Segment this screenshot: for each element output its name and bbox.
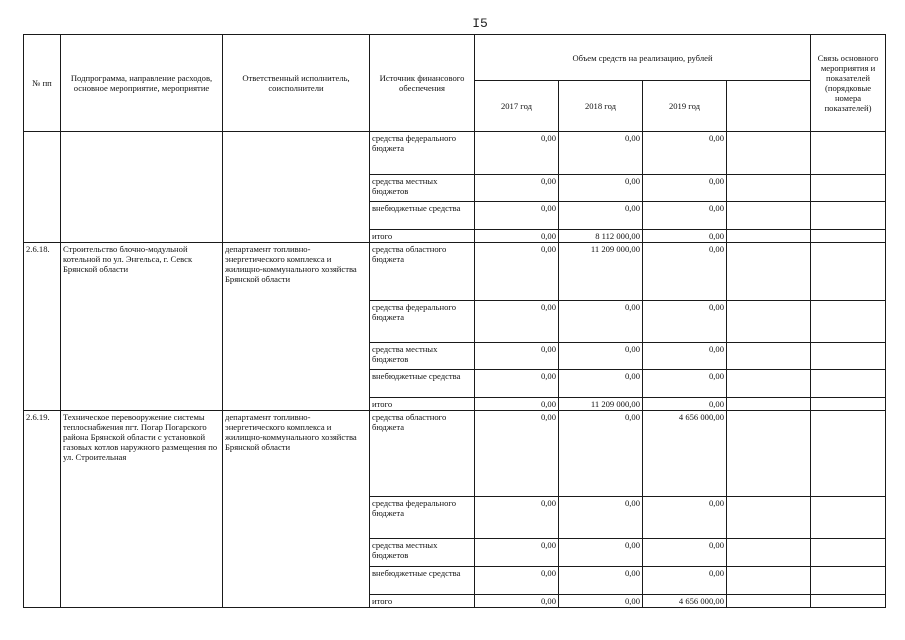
cell-2017: 0,00	[475, 343, 559, 370]
cell-source: средства областного бюджета	[370, 411, 475, 497]
cell-link	[811, 595, 886, 608]
cell-name: Техническое перевооружение системы теплоснабжения пгт. Погар Погарского района Брянской области с установкой газовых котлов наружного размещения по ул. Строительная	[61, 411, 223, 608]
cell-name	[61, 132, 223, 243]
cell-link	[811, 411, 886, 497]
cell-source: средства местных бюджетов	[370, 175, 475, 202]
header-executor: Ответственный исполнитель, соисполнители	[223, 35, 370, 132]
cell-2018: 0,00	[559, 411, 643, 497]
cell-empty	[727, 343, 811, 370]
cell-empty	[727, 243, 811, 301]
cell-2018: 0,00	[559, 370, 643, 398]
cell-2019: 0,00	[643, 398, 727, 411]
cell-2018: 0,00	[559, 595, 643, 608]
cell-2019: 0,00	[643, 539, 727, 567]
cell-2017: 0,00	[475, 301, 559, 343]
cell-2019: 0,00	[643, 175, 727, 202]
cell-link	[811, 567, 886, 595]
header-source: Источник финансового обеспечения	[370, 35, 475, 132]
cell-2019: 4 656 000,00	[643, 411, 727, 497]
cell-2017: 0,00	[475, 230, 559, 243]
cell-empty	[727, 595, 811, 608]
cell-no	[24, 132, 61, 243]
cell-empty	[727, 132, 811, 175]
cell-2018: 0,00	[559, 175, 643, 202]
cell-source: внебюджетные средства	[370, 567, 475, 595]
header-year-2019: 2019 год	[643, 81, 727, 132]
cell-empty	[727, 398, 811, 411]
cell-source: внебюджетные средства	[370, 370, 475, 398]
cell-2018: 0,00	[559, 567, 643, 595]
budget-table	[23, 34, 886, 608]
cell-2018: 11 209 000,00	[559, 398, 643, 411]
cell-empty	[727, 230, 811, 243]
cell-source: средства федерального бюджета	[370, 301, 475, 343]
cell-2018: 0,00	[559, 202, 643, 230]
cell-link	[811, 175, 886, 202]
cell-executor: департамент топливно-энергетического комплекса и жилищно-коммунального хозяйства Брянской области	[223, 243, 370, 411]
header-year-empty	[727, 81, 811, 132]
cell-2019: 0,00	[643, 497, 727, 539]
header-link: Связь основного мероприятия и показателей (порядковые номера показателей)	[811, 35, 886, 132]
cell-name: Строительство блочно-модульной котельной по ул. Энгельса, г. Севск Брянской области	[61, 243, 223, 411]
cell-empty	[727, 202, 811, 230]
cell-empty	[727, 175, 811, 202]
cell-executor: департамент топливно-энергетического комплекса и жилищно-коммунального хозяйства Брянской области	[223, 411, 370, 608]
table-row	[24, 411, 886, 497]
cell-link	[811, 497, 886, 539]
cell-source: итого	[370, 398, 475, 411]
cell-2017: 0,00	[475, 539, 559, 567]
cell-2019: 0,00	[643, 243, 727, 301]
cell-2017: 0,00	[475, 497, 559, 539]
cell-empty	[727, 411, 811, 497]
cell-link	[811, 301, 886, 343]
cell-source: средства областного бюджета	[370, 243, 475, 301]
cell-2018: 11 209 000,00	[559, 243, 643, 301]
cell-source: средства федерального бюджета	[370, 132, 475, 175]
cell-no: 2.6.19.	[24, 411, 61, 608]
cell-link	[811, 539, 886, 567]
header-year-2018: 2018 год	[559, 81, 643, 132]
table-row	[24, 132, 886, 175]
cell-2019: 0,00	[643, 567, 727, 595]
header-year-2017: 2017 год	[475, 81, 559, 132]
page-number: I5	[472, 16, 488, 31]
cell-2018: 0,00	[559, 301, 643, 343]
cell-source: средства местных бюджетов	[370, 539, 475, 567]
cell-2017: 0,00	[475, 243, 559, 301]
cell-2018: 0,00	[559, 343, 643, 370]
cell-executor	[223, 132, 370, 243]
cell-empty	[727, 497, 811, 539]
cell-source: итого	[370, 230, 475, 243]
cell-2019: 0,00	[643, 370, 727, 398]
cell-link	[811, 343, 886, 370]
cell-source: внебюджетные средства	[370, 202, 475, 230]
cell-link	[811, 370, 886, 398]
cell-empty	[727, 539, 811, 567]
cell-2017: 0,00	[475, 595, 559, 608]
cell-2017: 0,00	[475, 567, 559, 595]
cell-source: итого	[370, 595, 475, 608]
cell-source: средства федерального бюджета	[370, 497, 475, 539]
cell-2018: 8 112 000,00	[559, 230, 643, 243]
header-subprogram: Подпрограмма, направление расходов, основное мероприятие, мероприятие	[61, 35, 223, 132]
cell-2018: 0,00	[559, 497, 643, 539]
cell-link	[811, 398, 886, 411]
cell-source: средства местных бюджетов	[370, 343, 475, 370]
cell-empty	[727, 370, 811, 398]
cell-link	[811, 243, 886, 301]
cell-2018: 0,00	[559, 539, 643, 567]
cell-link	[811, 202, 886, 230]
cell-2019: 0,00	[643, 343, 727, 370]
cell-2019: 0,00	[643, 230, 727, 243]
cell-link	[811, 230, 886, 243]
table-row	[24, 243, 886, 301]
cell-2017: 0,00	[475, 202, 559, 230]
cell-2019: 0,00	[643, 202, 727, 230]
cell-empty	[727, 301, 811, 343]
cell-2017: 0,00	[475, 175, 559, 202]
cell-2019: 4 656 000,00	[643, 595, 727, 608]
cell-2017: 0,00	[475, 132, 559, 175]
cell-link	[811, 132, 886, 175]
cell-2019: 0,00	[643, 301, 727, 343]
cell-2018: 0,00	[559, 132, 643, 175]
cell-2019: 0,00	[643, 132, 727, 175]
header-volume: Объем средств на реализацию, рублей	[475, 35, 811, 81]
cell-empty	[727, 567, 811, 595]
header-no: № пп	[24, 35, 61, 132]
cell-2017: 0,00	[475, 370, 559, 398]
cell-2017: 0,00	[475, 411, 559, 497]
cell-no: 2.6.18.	[24, 243, 61, 411]
cell-2017: 0,00	[475, 398, 559, 411]
